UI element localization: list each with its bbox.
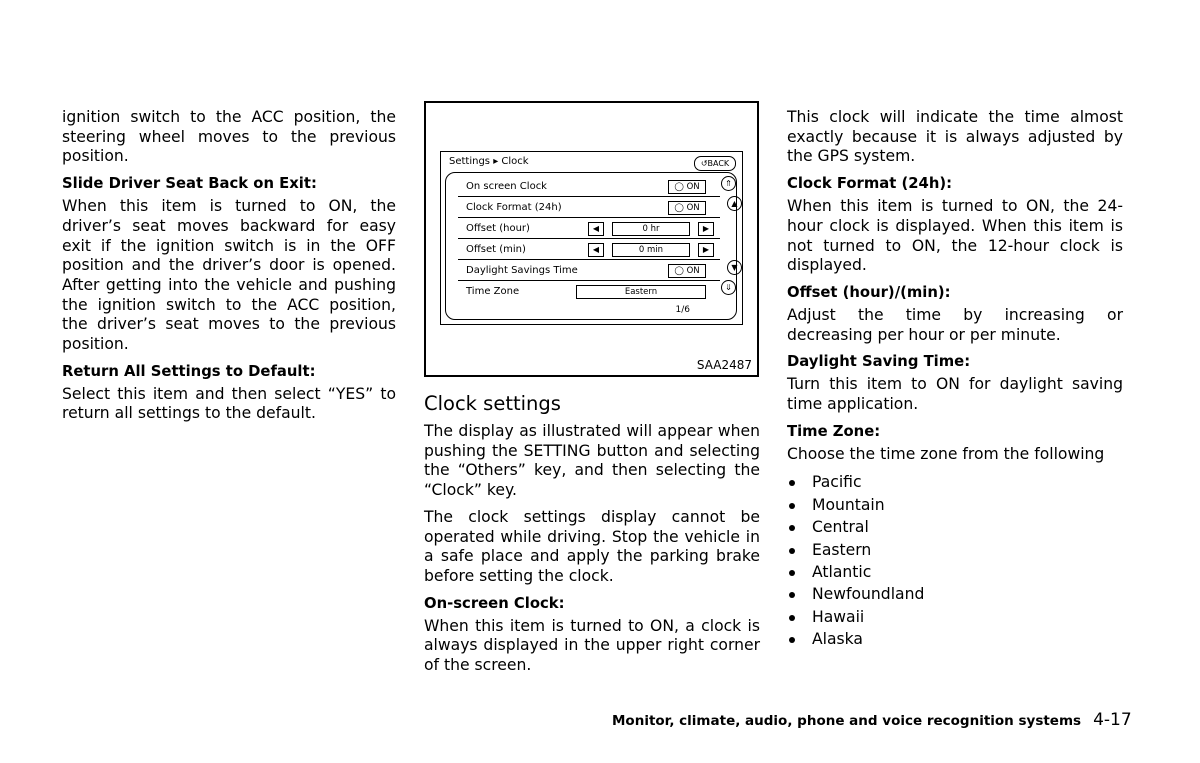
paragraph: Adjust the time by increasing or decreasing per hour or per minute.: [787, 305, 1123, 344]
list-item-onscreen-clock[interactable]: [458, 177, 720, 197]
list-item-offset-hour[interactable]: [458, 219, 720, 239]
page-footer: [612, 710, 1132, 730]
list-item: Hawaii: [787, 606, 1123, 628]
offset-hour-value: 0 hr: [612, 222, 690, 236]
row-label: Daylight Savings Time: [466, 265, 578, 276]
back-arrow-icon: ↺: [700, 159, 708, 168]
figure-code: SAA2487: [696, 358, 752, 372]
scroll-up-icon[interactable]: ▲: [727, 196, 742, 211]
increase-arrow-icon[interactable]: ▶: [698, 222, 714, 236]
clock-settings-figure: [424, 101, 759, 377]
offset-hour-stepper[interactable]: [588, 222, 720, 235]
paragraph: Turn this item to ON for daylight saving time application.: [787, 375, 1123, 414]
heading-onscreen-clock: On-screen Clock:: [424, 594, 565, 612]
list-item: Atlantic: [787, 561, 1123, 583]
footer-section-title: Monitor, climate, audio, phone and voice recognition systems: [612, 713, 1082, 729]
toggle-clock-format[interactable]: ◯ ON: [668, 201, 706, 215]
left-column: [62, 108, 396, 431]
back-button[interactable]: ↺BACK: [694, 156, 736, 171]
list-item: Eastern: [787, 539, 1123, 561]
list-item: Alaska: [787, 628, 1123, 650]
indicator-icon: ◯: [674, 203, 687, 213]
offset-min-stepper[interactable]: [588, 243, 720, 256]
screen-breadcrumb: Settings ▸ Clock: [449, 156, 529, 167]
decrease-arrow-icon[interactable]: ◀: [588, 222, 604, 236]
scroll-top-icon[interactable]: ⇑: [721, 176, 736, 191]
paragraph: When this item is turned to ON, the driver’s seat moves backward for easy exit if the ignition switch is in the OFF position and the driver’s door is opened. After getting into the vehicle and pushing the ignition switch to the ACC position, the driver’s seat moves to the previous position.: [62, 197, 396, 354]
heading-return-defaults: Return All Settings to Default:: [62, 362, 316, 380]
toggle-daylight-savings[interactable]: ◯ ON: [668, 264, 706, 278]
toggle-onscreen-clock[interactable]: ◯ ON: [668, 180, 706, 194]
page-number: 4-17: [1093, 710, 1132, 730]
time-zone-value[interactable]: Eastern: [576, 285, 706, 299]
settings-screen: [440, 151, 743, 325]
paragraph: The clock settings display cannot be operated while driving. Stop the vehicle in a safe place and apply the parking brake before setting the clock.: [424, 507, 760, 585]
list-item-clock-format[interactable]: [458, 198, 720, 218]
paragraph: Choose the time zone from the following: [787, 444, 1105, 463]
paragraph: When this item is turned to ON, the 24-hour clock is displayed. When this item is not turned to ON, the 12-hour clock is displayed.: [787, 197, 1123, 275]
decrease-arrow-icon[interactable]: ◀: [588, 243, 604, 257]
row-label: Offset (hour): [466, 223, 530, 234]
indicator-icon: ◯: [674, 182, 687, 192]
list-item-daylight-savings[interactable]: [458, 261, 720, 281]
row-label: Time Zone: [466, 286, 520, 297]
row-label: Clock Format (24h): [466, 202, 562, 213]
list-item: Mountain: [787, 494, 1123, 516]
settings-list-frame: [445, 172, 737, 320]
heading-time-zone: Time Zone:: [787, 422, 881, 440]
increase-arrow-icon[interactable]: ▶: [698, 243, 714, 257]
heading-offset: Offset (hour)/(min):: [787, 283, 951, 301]
row-label: Offset (min): [466, 244, 526, 255]
list-item-time-zone[interactable]: [458, 282, 720, 301]
paragraph: ignition switch to the ACC position, the steering wheel moves to the previous position.: [62, 108, 396, 166]
paragraph: The display as illustrated will appear when pushing the SETTING button and selecting the “Others” key, and then selecting the “Clock” key.: [424, 422, 760, 500]
scroll-bottom-icon[interactable]: ⇓: [721, 280, 736, 295]
heading-slide-seat: Slide Driver Seat Back on Exit:: [62, 175, 317, 193]
row-label: On screen Clock: [466, 181, 547, 192]
section-title: Clock settings: [424, 392, 561, 415]
offset-min-value: 0 min: [612, 243, 690, 257]
paragraph: Select this item and then select “YES” to return all settings to the default.: [62, 384, 396, 423]
time-zone-list: [787, 471, 1123, 650]
list-item: Central: [787, 516, 1123, 538]
paragraph: When this item is turned to ON, a clock is always displayed in the upper right corner of the screen.: [424, 616, 760, 675]
right-column: [787, 108, 1123, 651]
list-item-offset-min[interactable]: [458, 240, 720, 260]
indicator-icon: ◯: [674, 266, 687, 276]
heading-daylight: Daylight Saving Time:: [787, 353, 971, 371]
heading-clock-format: Clock Format (24h):: [787, 175, 953, 193]
list-item: Newfoundland: [787, 583, 1123, 605]
middle-column: [424, 392, 760, 683]
scroll-down-icon[interactable]: ▼: [727, 260, 742, 275]
paragraph: This clock will indicate the time almost exactly because it is always adjusted by the GPS system.: [787, 108, 1123, 166]
page-indicator: 1/6: [675, 305, 690, 315]
list-item: Pacific: [787, 471, 1123, 493]
